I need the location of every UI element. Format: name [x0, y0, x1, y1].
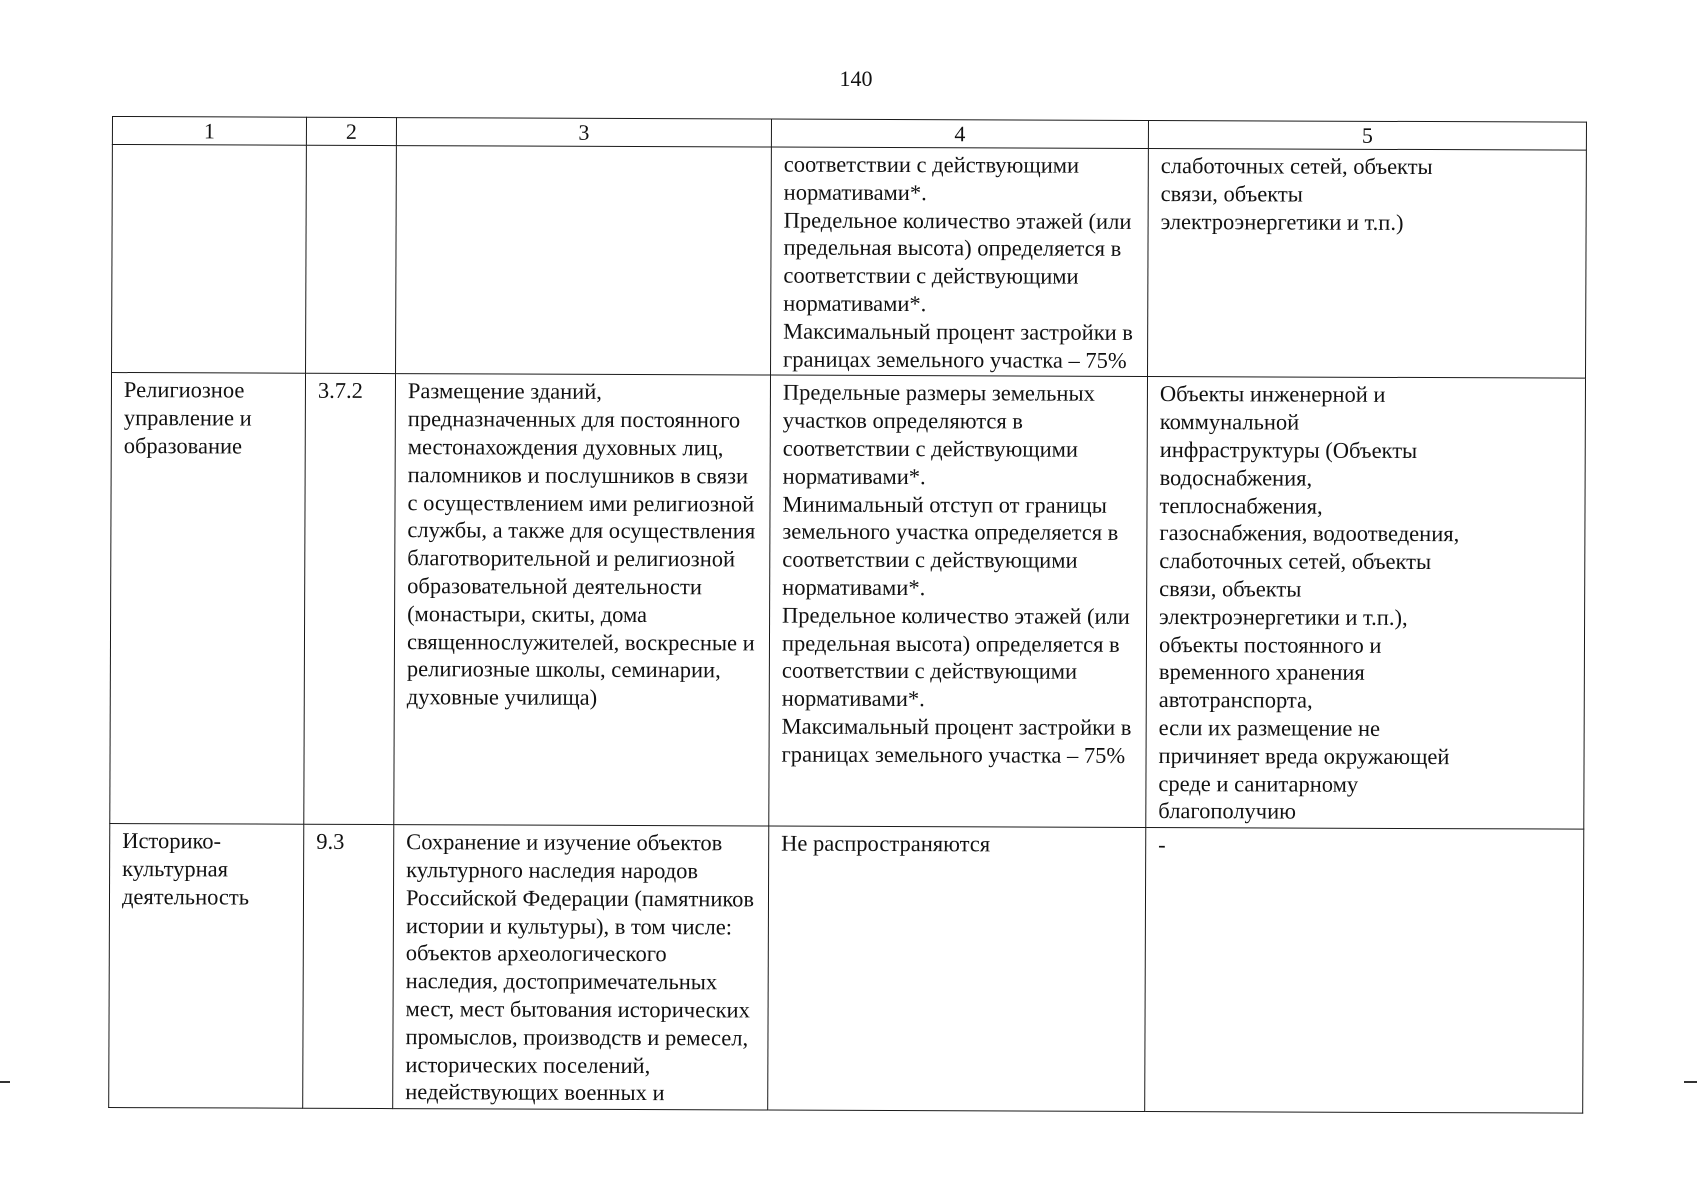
text-line: предназначенных для постоянного	[407, 406, 741, 433]
cell-use-code	[303, 824, 394, 1108]
text-line: предельная высота) определяется в	[781, 630, 1120, 657]
text-line: нормативами*.	[782, 574, 926, 601]
text-line: Размещение зданий,	[407, 378, 602, 405]
text-line: управление и	[123, 405, 252, 431]
header-col-2: 2	[306, 117, 396, 145]
page-number: 140	[839, 66, 873, 91]
text-line: Максимальный процент застройки в	[783, 318, 1134, 345]
text-line: автотранспорта,	[1158, 687, 1313, 713]
text-line: предельная высота) определяется в	[783, 234, 1122, 262]
text-line: среде и санитарному	[1158, 770, 1359, 797]
cell-use-description	[393, 825, 769, 1110]
text-line: электроэнергетики и т.п.)	[1160, 208, 1404, 235]
right-edge-mark	[1684, 1081, 1697, 1083]
text-line: соответствии с действующими	[782, 546, 1078, 573]
text-line: деятельность	[121, 883, 250, 910]
text-line: Российской Федерации (памятников	[405, 884, 755, 912]
text-line: нормативами*.	[782, 463, 926, 489]
text-line: Предельное количество этажей (или	[783, 207, 1132, 234]
text-line: Религиозное	[123, 377, 245, 403]
text-line: Максимальный процент застройки в	[781, 713, 1132, 740]
text-line: с осуществлением ими религиозной	[407, 489, 755, 517]
text-line: водоснабжения,	[1159, 464, 1313, 491]
cell-auxiliary-uses	[1146, 377, 1586, 829]
text-line: священнослужителей, воскресные и	[406, 628, 755, 656]
text-line: культурная	[122, 855, 229, 882]
text-line: религиозные школы, семинарии,	[406, 656, 721, 683]
text-line: службы, а также для осуществления	[407, 517, 756, 544]
zoning-table	[108, 116, 1587, 1114]
cell-auxiliary-uses	[1145, 828, 1584, 1114]
text-line: паломников и послушников в связи	[407, 461, 749, 489]
text-line: недействующих военных и	[405, 1079, 665, 1106]
text-line: (монастыри, скиты, дома	[407, 600, 648, 627]
text-line: благотворительной и религиозной	[407, 545, 736, 572]
text-line: участков определяются в	[782, 407, 1023, 434]
text-line: коммунальной	[1159, 409, 1300, 435]
cell-use-description	[394, 374, 771, 826]
text-line: исторических поселений,	[405, 1051, 651, 1078]
text-line: истории и культуры), в том числе:	[405, 912, 733, 939]
left-edge-mark	[0, 1081, 10, 1083]
text-line: соответствии с действующими	[783, 151, 1080, 178]
text-line: связи, объекты	[1160, 180, 1303, 207]
text-line: если их размещение не	[1158, 714, 1381, 741]
text-line: слаботочных сетей, объекты	[1160, 153, 1433, 180]
text-line: образование	[123, 433, 243, 459]
header-col-4: 4	[771, 119, 1148, 148]
text-line: слаботочных сетей, объекты	[1159, 548, 1432, 575]
text-line: земельного участка определяется в	[782, 518, 1119, 546]
text-line: Предельные размеры земельных	[782, 379, 1095, 407]
text-line: -	[1158, 832, 1166, 858]
cell-use-name	[109, 824, 304, 1109]
text-line: соответствии с действующими	[781, 657, 1078, 685]
text-line: границах земельного участка – 75%	[781, 741, 1126, 768]
text-line: образовательной деятельности	[407, 573, 702, 600]
text-line: промыслов, производств и ремесел,	[405, 1023, 749, 1051]
header-col-5: 5	[1148, 120, 1586, 150]
text-line: нормативами*.	[783, 290, 927, 317]
text-line: духовные училища)	[406, 684, 598, 711]
text-line: благополучию	[1158, 798, 1297, 824]
text-line: объекты постоянного и	[1158, 631, 1382, 658]
text-line: Историко-	[122, 828, 222, 854]
cell-use-description	[396, 146, 772, 376]
text-line: нормативами*.	[783, 179, 927, 205]
cell-use-code	[306, 145, 397, 374]
header-col-3: 3	[396, 118, 771, 147]
text-line: инфраструктуры (Объекты	[1159, 436, 1418, 463]
text-line: мест, мест бытования исторических	[405, 996, 750, 1023]
cell-parameters	[769, 375, 1148, 827]
text-line: Сохранение и изучение объектов	[406, 829, 723, 856]
cell-parameters	[771, 147, 1149, 377]
text-line: соответствии с действующими	[782, 435, 1079, 462]
text-line: объектов археологического	[405, 940, 667, 967]
text-line: наследия, достопримечательных	[405, 968, 718, 995]
table-row-historical	[109, 824, 1584, 1114]
text-line: местонахождения духовных лиц,	[407, 434, 724, 461]
text-line: Не распространяются	[781, 830, 991, 857]
header-col-1: 1	[112, 117, 306, 146]
cell-use-name	[110, 373, 306, 824]
text-line: Объекты инженерной и	[1159, 381, 1386, 408]
text-line: газоснабжения, водоотведения,	[1159, 520, 1460, 547]
text-line: Минимальный отступ от границы	[782, 491, 1107, 518]
text-line: границах земельного участка – 75%	[783, 346, 1127, 373]
text-line: причиняет вреда окружающей	[1158, 742, 1450, 769]
cell-parameters	[768, 826, 1146, 1111]
text-line: культурного наследия народов	[406, 857, 699, 884]
text-line: соответствии с действующими	[783, 262, 1079, 289]
cell-use-name	[112, 145, 307, 374]
text-line: нормативами*.	[781, 685, 925, 712]
text-line: связи, объекты	[1159, 575, 1302, 602]
text-line: Предельное количество этажей (или	[782, 602, 1130, 629]
text-line: 9.3	[316, 828, 345, 855]
text-line: электроэнергетики и т.п.),	[1159, 603, 1408, 630]
table-row-religious	[110, 373, 1586, 829]
text-line: 3.7.2	[317, 378, 363, 404]
cell-auxiliary-uses	[1148, 148, 1587, 378]
cell-use-code	[304, 374, 396, 825]
table-row-continuation	[112, 145, 1587, 379]
text-line: теплоснабжения,	[1159, 492, 1323, 519]
text-line: временного хранения	[1158, 659, 1365, 686]
